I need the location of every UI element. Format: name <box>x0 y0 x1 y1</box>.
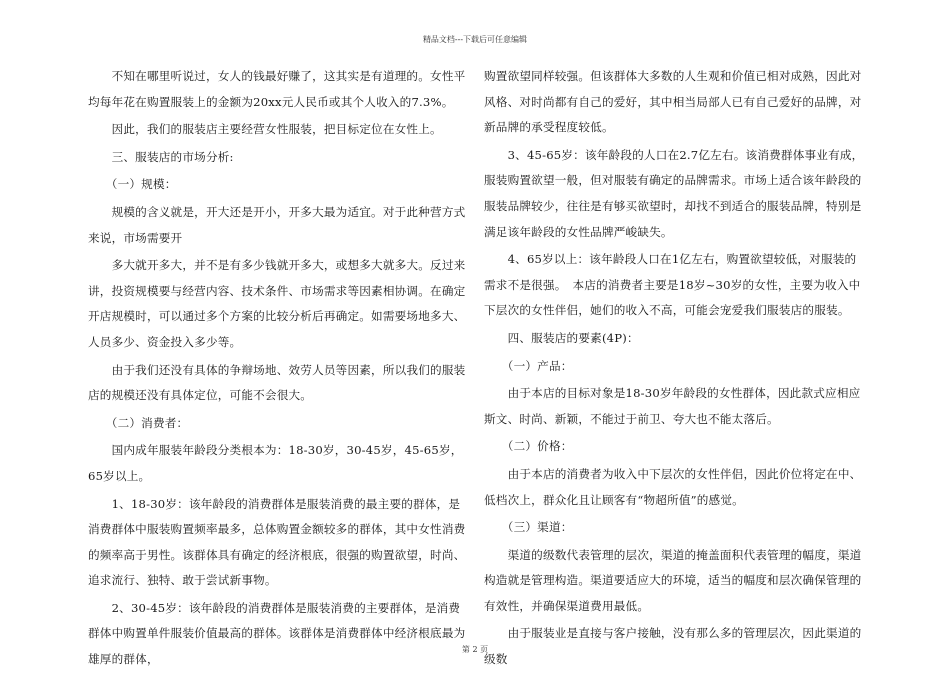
paragraph: 由于本店的消费者为收入中下层次的女性伴侣，因此价位将定在中、低档次上，群众化且让顾客有“物超所值”的感觉。 <box>484 466 862 507</box>
left-column <box>88 64 470 675</box>
page-number: 第 2 页 <box>461 645 489 654</box>
paragraph: 4、65岁以上：该年龄段人口在1亿左右，购置欲望较低，对服装的需求不是很强。 本店的消费者主要是18岁~30岁的女性，主要为收入中下层次的女性伴侣，她们的收入不高，可能会宠爱我们服装店的服装。 <box>484 252 861 318</box>
paragraph: 购置欲望同样较强。但该群体大多数的人生观和价值已相对成熟，因此对风格、对时尚都有自己的爱好，其中相当局部人已有自己爱好的品牌，对新品牌的承受程度较低。 <box>484 69 862 135</box>
section-heading: 四、服装店的要素(4P)： <box>484 330 639 345</box>
subsection-heading: （三）渠道： <box>484 520 573 535</box>
right-column <box>484 64 866 675</box>
paragraph: 规模的含义就是，开大还是开小，开多大最为适宜。对于此种营方式来说，市场需要开 <box>88 204 466 245</box>
paragraph: 因此，我们的服装店主要经营女性服装，把目标定位在女性上。 <box>88 122 442 137</box>
paragraph: 2、30-45岁：该年龄段的消费群体是服装消费的主要群体，是消费群体中购置单件服装价值最高的群体。该群体是消费群体中经济根底最为雄厚的群体， <box>88 600 466 667</box>
subsection-heading: （二）价格： <box>484 439 573 454</box>
paragraph: 国内成年服装年龄段分类根本为：18-30岁，30-45岁，45-65岁，65岁以上。 <box>88 443 463 483</box>
subsection-heading: （一）产品： <box>484 358 573 373</box>
paragraph: 渠道的级数代表管理的层次，渠道的掩盖面积代表管理的幅度，渠道构造就是管理构造。渠道要适应大的环境，适当的幅度和层次确保管理的有效性，并确保渠道费用最低。 <box>484 547 862 613</box>
page-header: 精品文档---下载后可任意编辑 <box>422 35 528 44</box>
section-heading: 三、服装店的市场分析: <box>88 149 234 164</box>
paragraph: 由于我们还没有具体的争辩场地、效劳人员等因素，所以我们的服装店的规模还没有具体定位，可能不会很大。 <box>88 362 466 403</box>
subsection-heading: （二）消费者： <box>88 415 189 430</box>
paragraph: 1、18-30岁：该年龄段的消费群体是服装消费的最主要的群体，是消费群体中服装购置频率最多，总体购置金额较多的群体，其中女性消费的频率高于男性。该群体具有确定的经济根底，很强的购置欲望，时尚、追求流行、独特、敢于尝试新事物。 <box>88 496 466 588</box>
paragraph: 由于本店的目标对象是18-30岁年龄段的女性群体，因此款式应相应斯文、时尚、新颖，不能过于前卫、夸大也不能太落后。 <box>484 386 861 426</box>
paragraph: 不知在哪里听说过，女人的钱最好赚了，这其实是有道理的。女性平均每年花在购置服装上的金额为20xx元人民币或其个人收入的7.3%。 <box>88 69 466 109</box>
paragraph: 由于服装业是直接与客户接触，没有那么多的管理层次，因此渠道的级数 <box>484 626 862 667</box>
paragraph: 3、45-65岁：该年龄段的人口在2.7亿左右。该消费群体事业有成，服装购置欲望一般，但对服装有确定的品牌需求。市场上适合该年龄段的服装品牌较少，往往是有够买欲望时，却找不到适合的服装品牌，特别是满足该年龄段的女性品牌严峻缺失。 <box>484 147 864 239</box>
paragraph: 多大就开多大，并不是有多少钱就开多大，或想多大就多大。反过来讲，投资规模要与经营内容、技术条件、市场需求等因素相协调。在确定开店规模时，可以通过多个方案的比较分析后再确定。如需要场地多大、人员多少、资金投入多少等。 <box>88 258 466 349</box>
subsection-heading: （一）规模： <box>88 177 177 192</box>
